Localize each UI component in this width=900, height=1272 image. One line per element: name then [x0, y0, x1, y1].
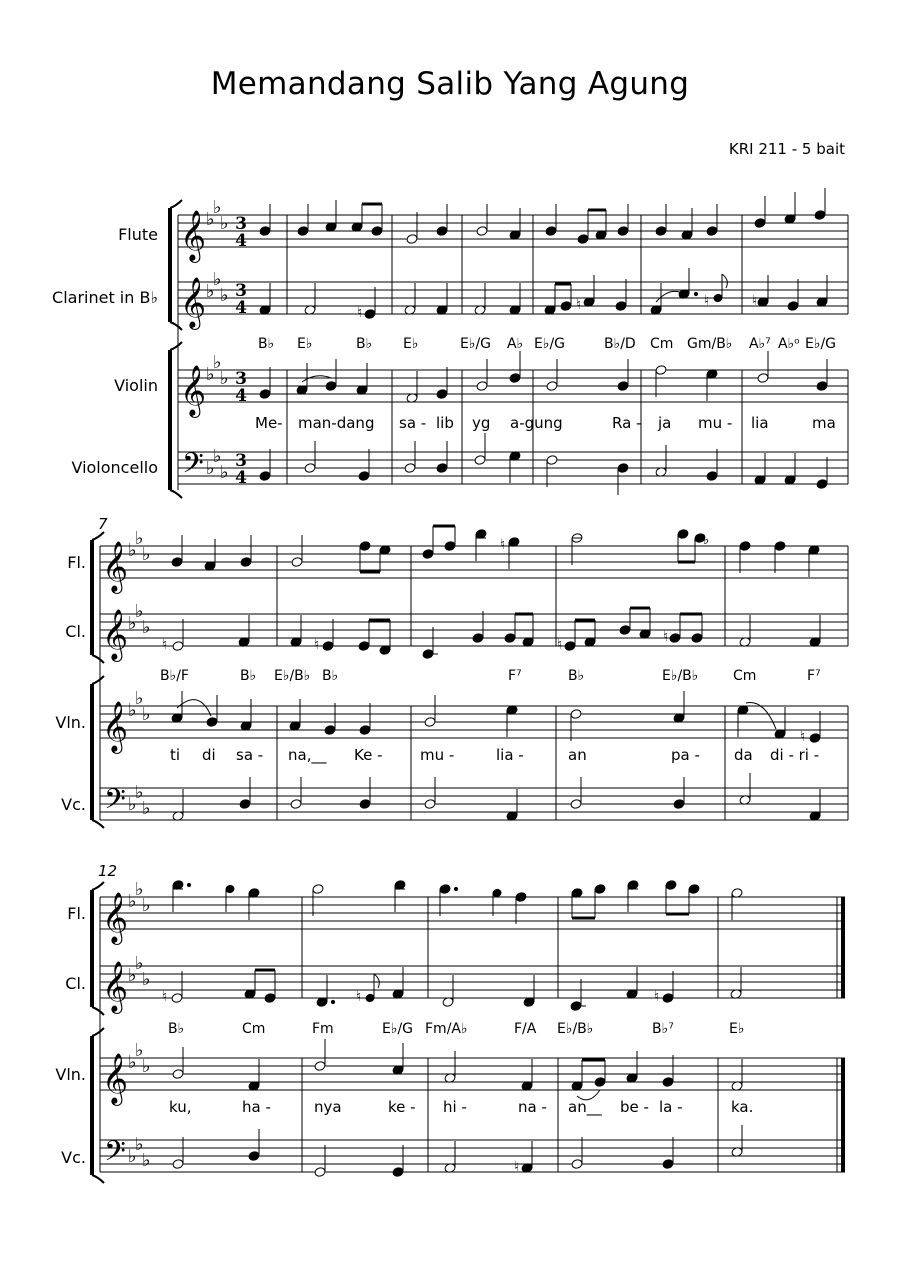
lyric-syllable: na - — [518, 1098, 547, 1116]
svg-text:𝄞: 𝄞 — [180, 365, 207, 416]
svg-text:𝄞: 𝄞 — [102, 541, 129, 592]
lyric-syllable: yg — [472, 414, 491, 432]
chord-row-2 — [160, 668, 821, 684]
measure-number: 7 — [98, 515, 108, 533]
chord-symbol: Cm — [733, 668, 757, 684]
instrument-label-violin: Vln. — [55, 713, 86, 732]
instrument-label-cello: Vc. — [61, 795, 86, 814]
lyric-syllable: ka. — [731, 1098, 754, 1116]
svg-text:♮: ♮ — [162, 989, 168, 1005]
svg-text:𝄞: 𝄞 — [102, 961, 129, 1012]
svg-text:𝄞: 𝄞 — [180, 210, 207, 261]
lyric-syllable: ti — [170, 746, 181, 764]
chord-symbol: E♭/G — [805, 336, 837, 352]
svg-text:♭: ♭ — [135, 528, 144, 549]
chord-symbol: E♭/G — [382, 1021, 414, 1037]
lyric-syllable: lia - — [496, 746, 524, 764]
lyric-syllable: an__ — [568, 1098, 602, 1116]
lyric-syllable: mu - — [420, 746, 455, 764]
lyric-syllable: da — [734, 746, 753, 764]
svg-text:♭: ♭ — [135, 879, 144, 900]
svg-text:♮: ♮ — [357, 305, 363, 321]
chord-symbol: F⁷ — [508, 668, 522, 684]
svg-text:♭: ♭ — [206, 209, 215, 230]
lyric-syllable: na,__ — [288, 746, 327, 764]
svg-text:♭: ♭ — [128, 540, 137, 561]
chord-row-1 — [258, 336, 836, 352]
svg-text:♭: ♭ — [142, 617, 151, 638]
lyric-syllable: a-gung — [510, 414, 563, 432]
svg-text:♭: ♭ — [142, 1056, 151, 1077]
svg-text:𝄞: 𝄞 — [102, 1053, 129, 1104]
lyric-syllable: mu - — [698, 414, 733, 432]
svg-text:𝄞: 𝄞 — [180, 277, 207, 328]
svg-text:𝄞: 𝄞 — [102, 892, 129, 943]
chord-symbol: B♭ — [356, 336, 373, 352]
chord-symbol: Cm — [650, 336, 674, 352]
chord-symbol: B♭⁷ — [652, 1021, 674, 1037]
svg-text:♭: ♭ — [128, 700, 137, 721]
svg-text:3: 3 — [235, 369, 247, 389]
svg-text:♭: ♭ — [135, 1134, 144, 1155]
instrument-label-violin: Violin — [114, 376, 158, 395]
lyric-syllable: ha - — [242, 1098, 271, 1116]
svg-text:♭: ♭ — [213, 446, 222, 467]
chord-symbol: E♭/G — [460, 336, 492, 352]
svg-text:♭: ♭ — [135, 953, 144, 974]
svg-text:♭: ♭ — [142, 798, 151, 819]
lyric-syllable: ku, — [169, 1098, 192, 1116]
lyric-syllable: nya — [314, 1098, 342, 1116]
chord-symbol: E♭ — [729, 1021, 745, 1037]
svg-text:𝄢: 𝄢 — [182, 447, 204, 487]
svg-text:♮: ♮ — [162, 637, 168, 653]
lyric-syllable: be - — [620, 1098, 649, 1116]
svg-text:♭: ♭ — [213, 352, 222, 373]
svg-text:♭: ♭ — [213, 269, 222, 290]
svg-text:♭: ♭ — [128, 1146, 137, 1167]
system-1 — [52, 188, 848, 498]
svg-text:♭: ♭ — [128, 613, 137, 634]
instrument-label-clarinet: Clarinet in B♭ — [52, 288, 158, 307]
lyric-syllable: sa - — [399, 414, 427, 432]
instrument-label-cello: Violoncello — [71, 458, 158, 477]
lyric-syllable: Ra - — [612, 414, 642, 432]
chord-symbol: B♭ — [240, 668, 257, 684]
instrument-label-flute: Fl. — [67, 904, 86, 923]
lyric-syllable: la - — [659, 1098, 683, 1116]
svg-text:3: 3 — [235, 214, 247, 234]
lyric-syllable: di — [202, 746, 216, 764]
svg-text:𝄢: 𝄢 — [104, 783, 126, 823]
svg-text:♭: ♭ — [220, 368, 229, 389]
instrument-label-clarinet: Cl. — [65, 974, 86, 993]
chord-row-3 — [168, 1021, 744, 1037]
svg-text:♭: ♭ — [128, 891, 137, 912]
svg-text:♭: ♭ — [135, 782, 144, 803]
svg-text:♭: ♭ — [128, 965, 137, 986]
svg-text:♭: ♭ — [206, 364, 215, 385]
svg-text:𝄞: 𝄞 — [102, 609, 129, 660]
svg-text:♮: ♮ — [800, 729, 806, 745]
lyric-syllable: di - ri - — [770, 746, 820, 764]
chord-symbol: Fm — [312, 1021, 334, 1037]
svg-text:♮: ♮ — [576, 297, 582, 313]
svg-text:♮: ♮ — [557, 637, 563, 653]
svg-text:♭: ♭ — [213, 197, 222, 218]
lyric-syllable: man-dang — [298, 414, 375, 432]
score-title: Memandang Salib Yang Agung — [210, 66, 690, 102]
svg-text:♮: ♮ — [663, 629, 669, 645]
lyric-syllable: ja — [658, 414, 672, 432]
measure-number: 12 — [98, 862, 118, 880]
svg-text:♮: ♮ — [514, 1159, 520, 1175]
lyric-syllable: an — [568, 746, 587, 764]
chord-symbol: B♭/F — [160, 668, 189, 684]
svg-text:♮: ♮ — [654, 989, 660, 1005]
instrument-label-clarinet: Cl. — [65, 622, 86, 641]
lyric-syllable: ke - — [388, 1098, 416, 1116]
chord-symbol: B♭ — [258, 336, 275, 352]
score-subtitle: KRI 211 - 5 bait — [728, 140, 845, 158]
chord-symbol: B♭ — [568, 668, 585, 684]
svg-text:♭: ♭ — [128, 794, 137, 815]
chord-symbol: Cm — [242, 1021, 266, 1037]
svg-text:♮: ♮ — [500, 537, 506, 553]
svg-text:♭: ♭ — [703, 533, 710, 548]
svg-text:♮: ♮ — [704, 293, 710, 309]
svg-text:𝄞: 𝄞 — [102, 701, 129, 752]
svg-text:♮: ♮ — [356, 989, 362, 1005]
svg-text:3: 3 — [235, 451, 247, 471]
svg-text:♭: ♭ — [128, 1052, 137, 1073]
instrument-label-cello: Vc. — [61, 1148, 86, 1167]
lyrics-row-2 — [170, 746, 819, 765]
lyric-syllable: Me- — [255, 414, 283, 432]
chord-symbol: A♭ᵒ — [778, 336, 800, 352]
svg-text:♮: ♮ — [752, 293, 758, 309]
instrument-label-flute: Flute — [118, 225, 158, 244]
svg-text:4: 4 — [235, 231, 247, 251]
svg-text:3: 3 — [235, 281, 247, 301]
chord-symbol: Gm/B♭ — [687, 336, 733, 352]
chord-symbol: B♭ — [168, 1021, 185, 1037]
chord-symbol: Fm/A♭ — [425, 1021, 468, 1037]
svg-text:♭: ♭ — [206, 281, 215, 302]
lyric-syllable: pa - — [671, 746, 700, 764]
instrument-label-flute: Fl. — [67, 553, 86, 572]
chord-symbol: A♭ — [507, 336, 524, 352]
chord-symbol: E♭/B♭ — [662, 668, 699, 684]
svg-text:♭: ♭ — [142, 969, 151, 990]
svg-text:♭: ♭ — [220, 213, 229, 234]
lyric-syllable: ma — [812, 414, 836, 432]
svg-text:♭: ♭ — [135, 688, 144, 709]
svg-text:4: 4 — [235, 298, 247, 318]
lyric-syllable: sa - — [236, 746, 264, 764]
chord-symbol: B♭ — [322, 668, 339, 684]
svg-text:♭: ♭ — [142, 895, 151, 916]
svg-text:♭: ♭ — [142, 1150, 151, 1171]
svg-text:♭: ♭ — [135, 1040, 144, 1061]
svg-text:♭: ♭ — [142, 544, 151, 565]
svg-text:4: 4 — [235, 468, 247, 488]
chord-symbol: E♭ — [297, 336, 313, 352]
system-2 — [55, 515, 848, 828]
svg-text:𝄢: 𝄢 — [104, 1135, 126, 1175]
lyric-syllable: hi - — [443, 1098, 467, 1116]
lyrics-row-1 — [255, 414, 836, 432]
lyrics-row-3 — [169, 1098, 753, 1117]
chord-symbol: A♭⁷ — [749, 336, 771, 352]
lyric-syllable: lib — [436, 414, 454, 432]
chord-symbol: F⁷ — [807, 668, 821, 684]
chord-symbol: F/A — [514, 1021, 537, 1037]
svg-text:♭: ♭ — [220, 462, 229, 483]
lyric-syllable: Ke - — [354, 746, 383, 764]
chord-symbol: E♭/G — [534, 336, 566, 352]
svg-text:♮: ♮ — [314, 637, 320, 653]
chord-symbol: E♭/B♭ — [557, 1021, 594, 1037]
svg-text:♭: ♭ — [135, 601, 144, 622]
svg-text:♭: ♭ — [206, 458, 215, 479]
instrument-label-violin: Vln. — [55, 1065, 86, 1084]
svg-text:♭: ♭ — [220, 285, 229, 306]
chord-symbol: B♭/D — [604, 336, 636, 352]
svg-text:♭: ♭ — [142, 704, 151, 725]
chord-symbol: E♭ — [403, 336, 419, 352]
lyric-syllable: lia — [751, 414, 769, 432]
svg-text:4: 4 — [235, 386, 247, 406]
chord-symbol: E♭/B♭ — [274, 668, 311, 684]
system-3 — [55, 862, 845, 1183]
